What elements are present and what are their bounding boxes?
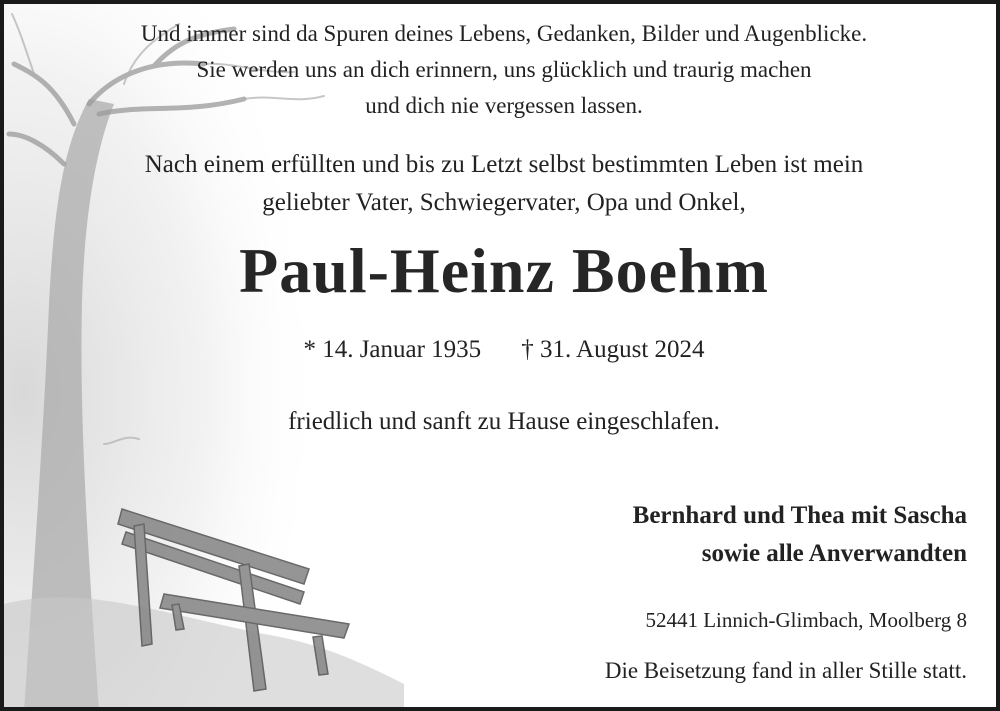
deceased-name: Paul-Heinz Boehm: [239, 235, 769, 306]
life-dates: [4, 336, 1000, 364]
death-date: † 31. August 2024: [521, 336, 705, 363]
intro-line: Nach einem erfüllten und bis zu Letzt selbst bestimmten Leben ist mein: [144, 151, 864, 178]
announcement-intro: [4, 146, 1000, 222]
funeral-note: Die Beisetzung fand in aller Stille statt.: [604, 658, 967, 683]
mourner-line: sowie alle Anverwandten: [701, 540, 967, 567]
intro-line: geliebter Vater, Schwiegervater, Opa und Onkel,: [262, 189, 746, 216]
memorial-poem: [4, 16, 1000, 124]
poem-line: Und immer sind da Spuren deines Lebens, Gedanken, Bilder und Augenblicke.: [140, 21, 868, 46]
mourner-line: Bernhard und Thea mit Sascha: [632, 502, 967, 529]
birth-date: * 14. Januar 1935: [303, 336, 482, 363]
poem-line: Sie werden uns an dich erinnern, uns glücklich und traurig machen: [196, 57, 812, 82]
mourners: [633, 497, 967, 573]
passing-statement: friedlich und sanft zu Hause eingeschlafen.: [288, 408, 720, 435]
address: 52441 Linnich-Glimbach, Moolberg 8: [645, 608, 967, 632]
poem-line: und dich nie vergessen lassen.: [365, 93, 643, 118]
